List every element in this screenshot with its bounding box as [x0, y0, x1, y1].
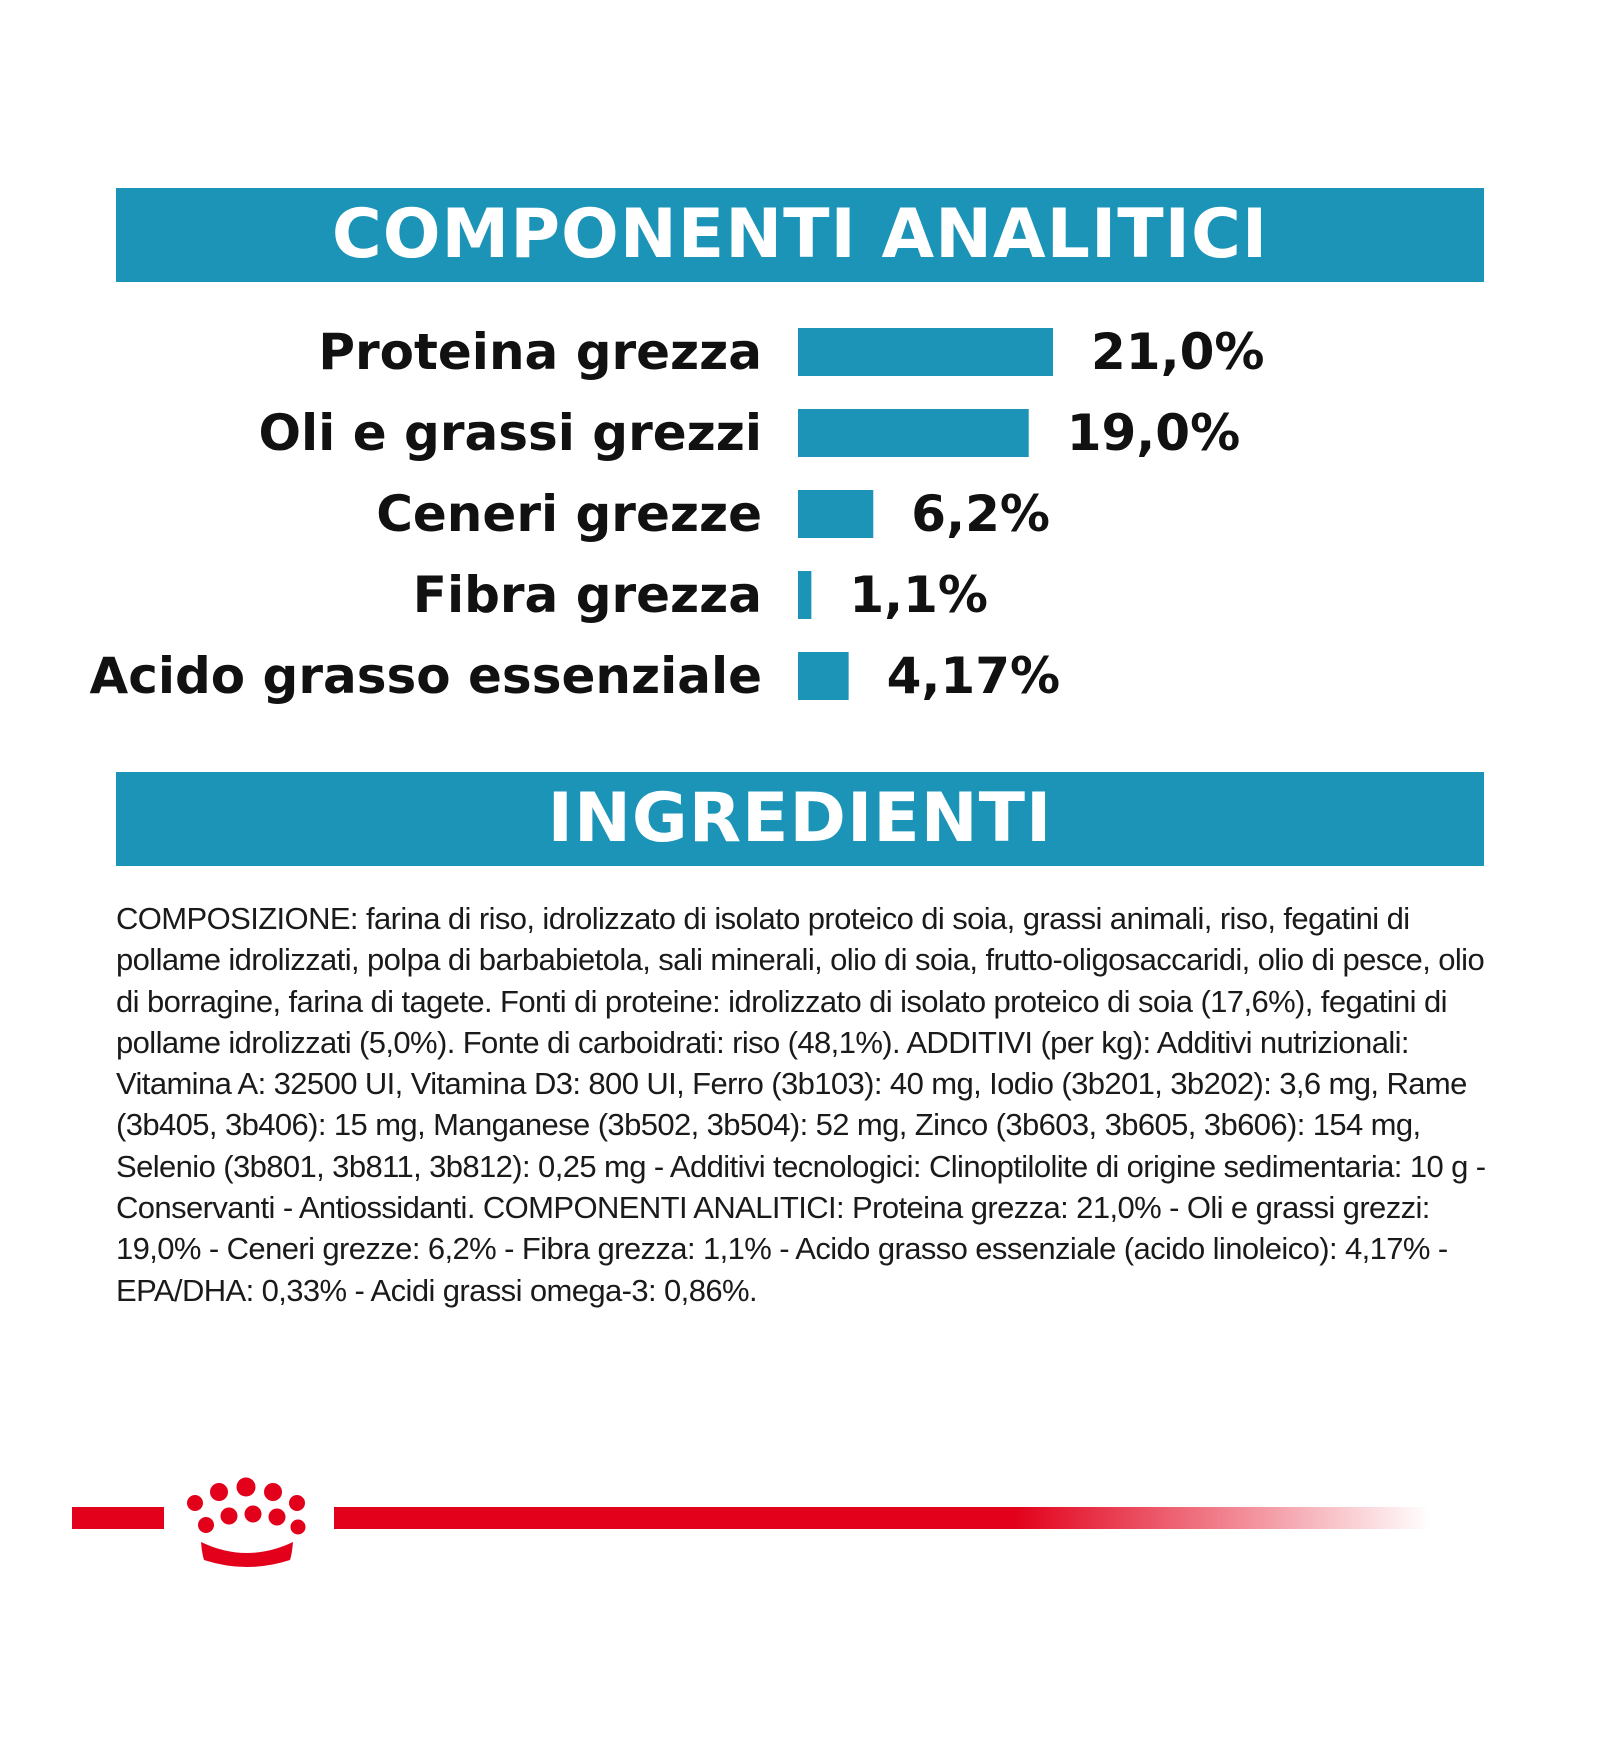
bar [798, 571, 811, 619]
bar-value-label: 6,2% [911, 485, 1050, 543]
bar [798, 328, 1053, 376]
bar [798, 652, 849, 700]
bar-label: Proteina grezza [318, 323, 762, 381]
crown-icon [187, 1478, 306, 1568]
bar-value-label: 19,0% [1066, 404, 1241, 462]
bar-value-label: 4,17% [886, 647, 1061, 705]
bar-value-label: 1,1% [849, 566, 989, 624]
bar-label: Oli e grassi grezzi [258, 404, 762, 462]
brand-stripe [0, 1470, 1600, 1580]
bar [798, 409, 1029, 457]
bar-label: Acido grasso essenziale [89, 647, 762, 705]
brand-stripe-left [72, 1507, 164, 1529]
bar [798, 490, 873, 538]
ingredients-composition-text: COMPOSIZIONE: farina di riso, idrolizzato di isolato proteico di soia, grassi animali, riso, fegatini di pollame idrolizzati, polpa di barbabietola, sali minerali, olio di soia, frutto-oligosaccaridi, olio di pesce, olio di borragine, farina di tagete. Fonti di proteine: idrolizzato di isolato proteico di soia (17,6%), fegatini di pollame idrolizzati (5,0%). Fonte di carboidrati: riso (48,1%). ADDITIVI (per kg): Additivi nutrizionali: Vitamina A: 32500 UI, Vitamina D3: 800 UI, Ferro (3b103): 40 mg, Iodio (3b201, 3b202): 3,6 mg, Rame (3b405, 3b406): 15 mg, Manganese (3b502, 3b504): 52 mg, Zinco (3b603, 3b605, 3b606): 154 mg, Selenio (3b801, 3b811, 3b812): 0,25 mg - Additivi tecnologici: Clinoptilolite di origine sedimentaria: 10 g - Conservanti - Antiossidanti. COMPONENTI ANALITICI: Proteina grezza: 21,0% - Oli e grassi grezzi: 19,0% - Ceneri grezze: 6,2% - Fibra grezza: 1,1% - Acido grasso essenziale (acido linoleico): 4,17% - EPA/DHA: 0,33% - Acidi grassi omega-3: 0,86%. [116, 901, 1486, 1308]
ingredients-banner: INGREDIENTI [116, 772, 1484, 866]
analytics-bar-chart [0, 300, 1600, 730]
bar-label: Ceneri grezze [376, 485, 762, 543]
brand-stripe-right [334, 1507, 1430, 1529]
bar-label: Fibra grezza [412, 566, 762, 624]
analytics-banner: COMPONENTI ANALITICI [116, 188, 1484, 282]
bar-value-label: 21,0% [1091, 323, 1265, 381]
